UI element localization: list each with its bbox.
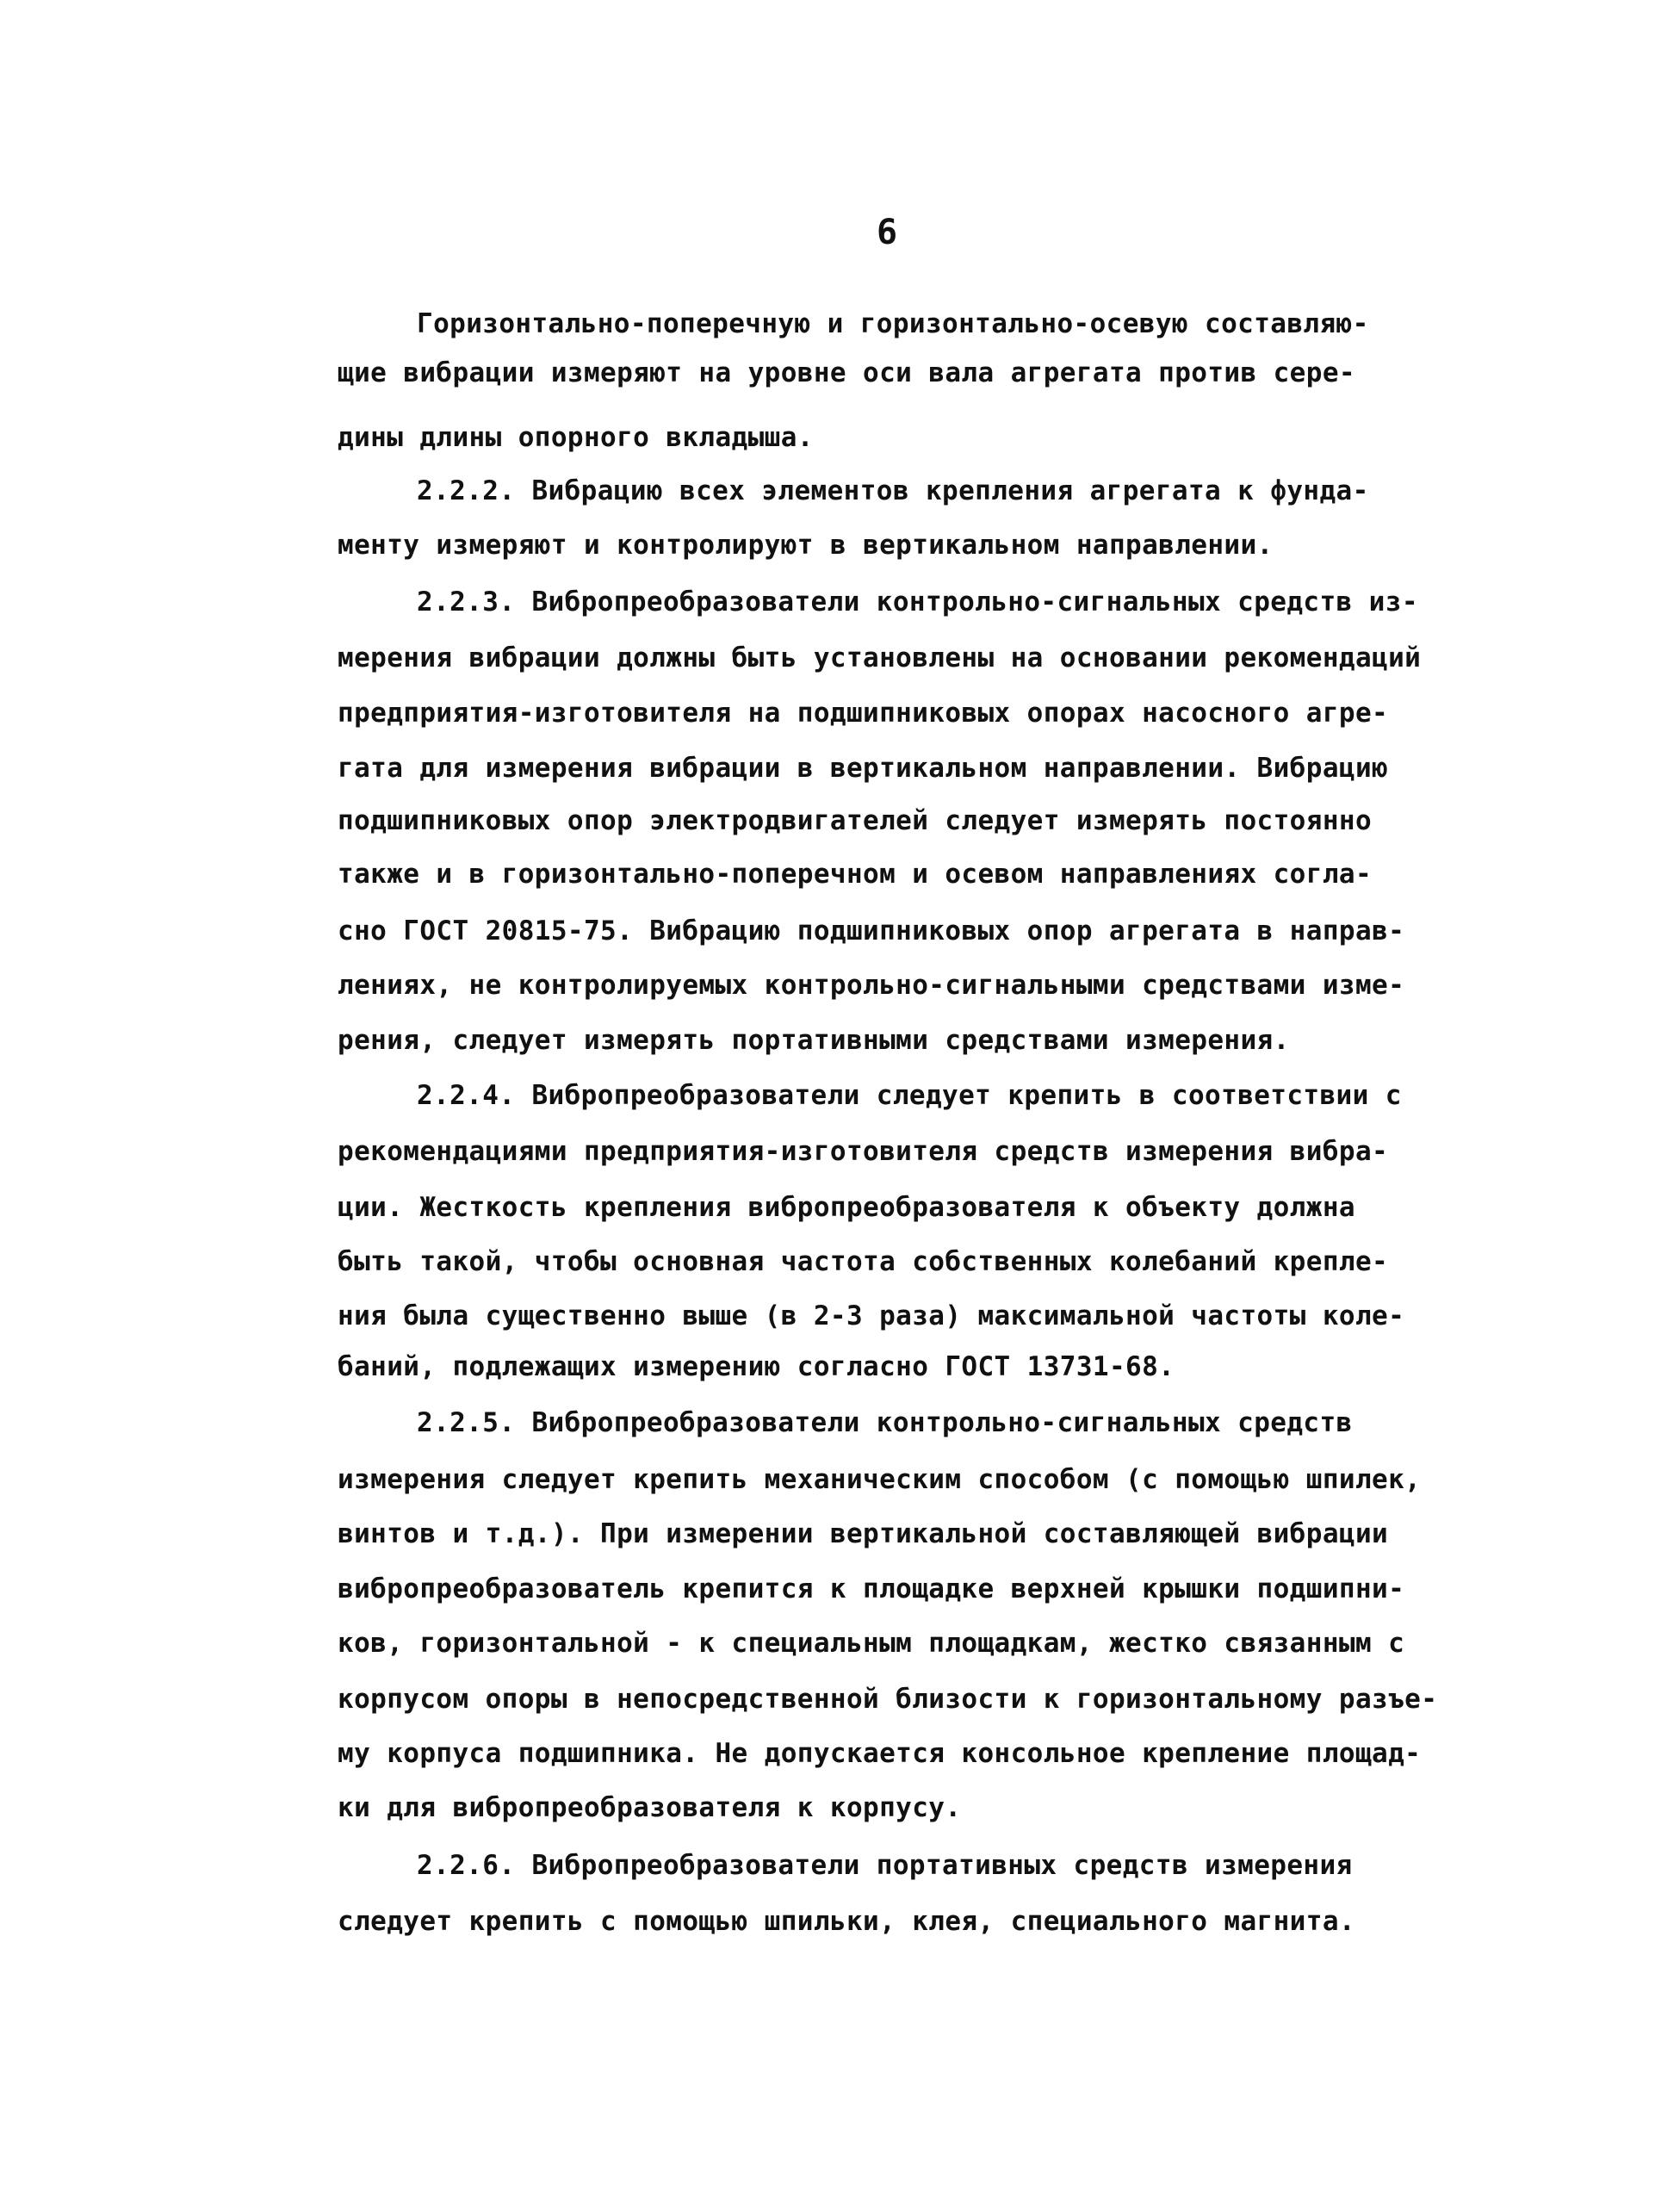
text-line: ции. Жесткость крепления вибропреобразователя к объекту должна bbox=[338, 1192, 1355, 1223]
text-line: ки для вибропреобразователя к корпусу. bbox=[338, 1792, 962, 1823]
text-line: быть такой, чтобы основная частота собственных колебаний крепле- bbox=[338, 1246, 1389, 1277]
text-line: мерения вибрации должны быть установлены на основании рекомендаций bbox=[338, 642, 1422, 673]
text-line: менту измеряют и контролируют в вертикальном направлении. bbox=[338, 530, 1274, 561]
text-line: 2.2.2. Вибрацию всех элементов крепления агрегата к фунда- bbox=[417, 475, 1369, 506]
text-line: дины длины опорного вкладыша. bbox=[338, 422, 814, 453]
text-line: подшипниковых опор электродвигателей следует измерять постоянно bbox=[338, 805, 1373, 836]
text-line: 2.2.6. Вибропреобразователи портативных средств измерения bbox=[417, 1850, 1353, 1881]
text-line: Горизонтально-поперечную и горизонтально-осевую составляю- bbox=[417, 308, 1369, 339]
text-line: щие вибрации измеряют на уровне оси вала агрегата против сере- bbox=[338, 357, 1355, 388]
text-line: измерения следует крепить механическим способом (с помощью шпилек, bbox=[338, 1464, 1422, 1495]
text-line: ков, горизонтальной - к специальным площадкам, жестко связанным с bbox=[338, 1628, 1405, 1659]
text-line: рения, следует измерять портативными средствами измерения. bbox=[338, 1025, 1290, 1056]
text-line: предприятия-изготовителя на подшипниковых опорах насосного агре- bbox=[338, 698, 1389, 729]
text-line: корпусом опоры в непосредственной близости к горизонтальному разъе- bbox=[338, 1684, 1438, 1715]
text-line: му корпуса подшипника. Не допускается консольное крепление площад- bbox=[338, 1738, 1422, 1769]
text-line: следует крепить с помощью шпильки, клея, специального магнита. bbox=[338, 1906, 1355, 1937]
text-line: винтов и т.д.). При измерении вертикальной составляющей вибрации bbox=[338, 1518, 1389, 1549]
text-line: ния была существенно выше (в 2-3 раза) максимальной частоты коле- bbox=[338, 1300, 1405, 1331]
text-line: также и в горизонтально-поперечном и осевом направлениях согла- bbox=[338, 859, 1373, 890]
page-number: 6 bbox=[876, 213, 898, 252]
text-line: сно ГОСТ 20815-75. Вибрацию подшипниковых опор агрегата в направ- bbox=[338, 915, 1405, 946]
text-line: 2.2.4. Вибропреобразователи следует крепить в соответствии с bbox=[417, 1080, 1402, 1111]
text-line: гата для измерения вибрации в вертикальном направлении. Вибрацию bbox=[338, 753, 1389, 784]
text-line: лениях, не контролируемых контрольно-сигнальными средствами изме- bbox=[338, 970, 1405, 1001]
text-line: 2.2.5. Вибропреобразователи контрольно-сигнальных средств bbox=[417, 1407, 1353, 1438]
text-line: рекомендациями предприятия-изготовителя средств измерения вибра- bbox=[338, 1136, 1389, 1167]
text-line: 2.2.3. Вибропреобразователи контрольно-сигнальных средств из- bbox=[417, 586, 1418, 618]
text-line: баний, подлежащих измерению согласно ГОСТ 13731-68. bbox=[338, 1351, 1175, 1382]
text-line: вибропреобразователь крепится к площадке верхней крышки подшипни- bbox=[338, 1573, 1405, 1604]
